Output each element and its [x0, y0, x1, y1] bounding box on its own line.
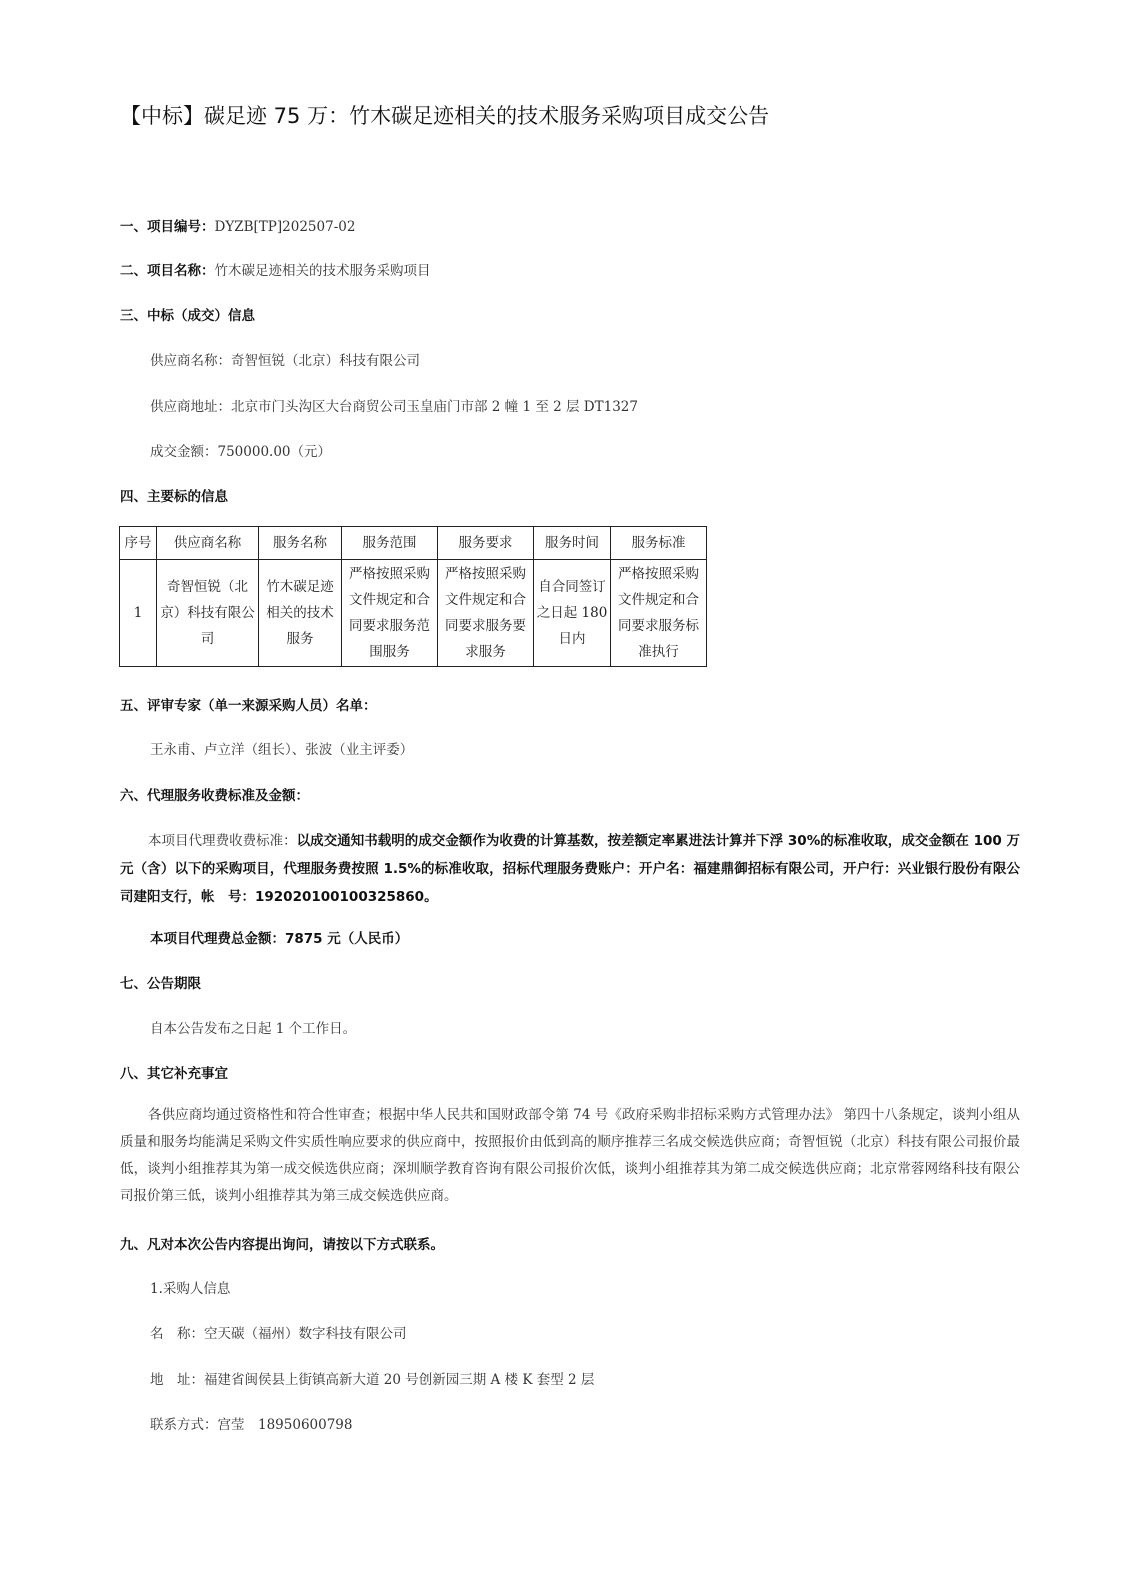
section-project-name: [120, 262, 431, 280]
col-header-service-scope: 服务范围: [342, 527, 438, 560]
other-matters-paragraph: [120, 1102, 1020, 1210]
col-header-service-time: 服务时间: [534, 527, 611, 560]
cell-service-name: 竹木碳足迹相关的技术服务: [259, 560, 342, 667]
cell-seq: 1: [120, 560, 157, 667]
cell-supplier: 奇智恒锐（北京）科技有限公司: [157, 560, 259, 667]
section-contact-heading: 九、凡对本次公告内容提出询问，请按以下方式联系。: [120, 1237, 444, 1253]
supplier-address: 供应商地址：北京市门头沟区大台商贸公司玉皇庙门市部 2 幢 1 至 2 层 DT1327: [150, 399, 638, 415]
section-agency-fee-heading: 六、代理服务收费标准及金额：: [120, 788, 309, 804]
section-project-number: [120, 218, 355, 236]
section-label: 二、项目名称：: [120, 263, 215, 279]
purchaser-contact: 联系方式：宫莹 18950600798: [150, 1417, 353, 1433]
other-matters-text: 各供应商均通过资格性和符合性审查；根据中华人民共和国财政部令第 74 号《政府采购非招标采购方式管理办法》 第四十八条规定，谈判小组从质量和服务均能满足采购文件实质性响应要求的供应商中，按照报价由低到高的顺序推荐三名成交候选供应商；奇智恒锐（北京）科技有限公司报价最低，谈判小组推荐其为第一成交候选供应商；深圳顺学教育咨询有限公司报价次低，谈判小组推荐其为第二成交候选供应商；北京常蓉网络科技有限公司报价第三低，谈判小组推荐其为第三成交候选供应商。: [120, 1107, 1020, 1204]
purchaser-address: 地 址：福建省闽侯县上街镇高新大道 20 号创新园三期 A 楼 K 套型 2 层: [150, 1372, 595, 1388]
project-name-value: 竹木碳足迹相关的技术服务采购项目: [214, 263, 431, 279]
agency-fee-total: 本项目代理费总金额：7875 元（人民币）: [150, 931, 409, 947]
col-header-service-name: 服务名称: [259, 527, 342, 560]
table-row: [120, 560, 707, 667]
fee-lead: 本项目代理费收费标准：: [148, 833, 297, 849]
supplier-name: 供应商名称：奇智恒锐（北京）科技有限公司: [150, 353, 420, 369]
cell-service-scope: 严格按照采购文件规定和合同要求服务范围服务: [342, 560, 438, 667]
section-experts-heading: 五、评审专家（单一来源采购人员）名单：: [120, 698, 377, 714]
col-header-service-requirement: 服务要求: [438, 527, 534, 560]
purchaser-info-label: 1.采购人信息: [150, 1281, 231, 1297]
section-main-items-heading: 四、主要标的信息: [120, 489, 228, 505]
cell-service-standard: 严格按照采购文件规定和合同要求服务标准执行: [611, 560, 707, 667]
purchaser-name: 名 称：空天碳（福州）数字科技有限公司: [150, 1326, 407, 1342]
col-header-seq: 序号: [120, 527, 157, 560]
announcement-period-text: 自本公告发布之日起 1 个工作日。: [150, 1021, 357, 1037]
col-header-supplier: 供应商名称: [157, 527, 259, 560]
agency-fee-paragraph: [120, 827, 1020, 911]
page-title: 【中标】碳足迹 75 万：竹木碳足迹相关的技术服务采购项目成交公告: [120, 104, 770, 128]
main-items-table: [119, 526, 707, 667]
cell-service-requirement: 严格按照采购文件规定和合同要求服务要求服务: [438, 560, 534, 667]
award-amount: 成交金额：750000.00（元）: [150, 444, 332, 460]
section-other-matters-heading: 八、其它补充事宜: [120, 1066, 228, 1082]
expert-names: 王永甫、卢立洋（组长）、张波（业主评委）: [150, 742, 414, 758]
col-header-service-standard: 服务标准: [611, 527, 707, 560]
fee-text: 以成交通知书载明的成交金额作为收费的计算基数，按差额定率累进法计算并下浮 30%的标准收取，成交金额在 100 万元（含）以下的采购项目，代理服务费按照 1.5%的标准收取，招标代理服务费账户：开户名：福建鼎御招标有限公司，开户行：兴业银行股份有限公司建阳支行，帐 号：192020100100325860。: [120, 833, 1021, 905]
section-label: 一、项目编号：: [120, 219, 215, 235]
section-announcement-period-heading: 七、公告期限: [120, 976, 201, 992]
section-award-info-heading: 三、中标（成交）信息: [120, 308, 255, 324]
project-number-value: DYZB[TP]202507-02: [214, 219, 356, 235]
cell-service-time: 自合同签订之日起 180 日内: [534, 560, 611, 667]
table-header-row: [120, 527, 707, 560]
